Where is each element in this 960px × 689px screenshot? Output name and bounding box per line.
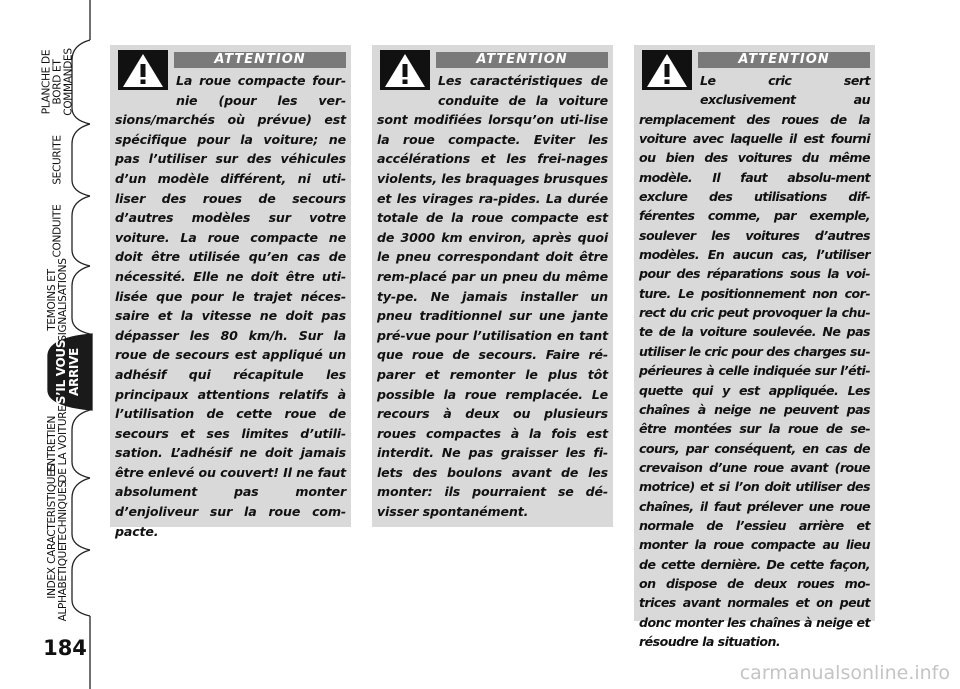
warning-text: La roue compacte four-nie (pour les ver-sions/marchés où prévue) est spécifique pour la voiture; ne pas l’utiliser sur des véhicules d’un modèle différent, ni uti-liser des roues de secours d’autres modèles sur votre voiture. La roue compacte ne doit être utilisée qu’en cas de nécessité. Elle ne doit être uti-lisée que pour le trajet néces-saire et la vitesse ne doit pas dépasser les 80 km/h. Sur la roue de secours est appliqué un adhésif qui récapitule les principaux attentions relatifs à l’utilisation de cette roue de secours et ses limites d’utili-sation. L’adhésif ne doit jamais être enlevé ou couvert! Il ne faut absolument pas monter d’enjoliveur sur la roue com-pacte. <box>115 73 346 539</box>
warning-box-jack <box>634 45 875 649</box>
tab-label-line: ALPHABETIQUE <box>57 544 69 622</box>
tab-shape-entretien <box>72 410 90 478</box>
tab-temoins-et-signalisations[interactable] <box>47 258 69 341</box>
warning-box-spare-wheel <box>110 45 351 539</box>
tab-shape-caracteristiques <box>72 478 90 550</box>
tab-label-line: CARACTERISTIQUES <box>46 464 58 564</box>
tab-shape-conduite <box>72 196 90 266</box>
attention-banner: ATTENTION <box>436 52 608 68</box>
tab-label-line: ENTRETIEN <box>46 415 58 473</box>
tab-securite[interactable] <box>53 135 64 184</box>
tab-conduite[interactable] <box>53 205 64 258</box>
attention-banner: ATTENTION <box>698 52 870 68</box>
tab-label-line: CONDUITE <box>51 204 64 258</box>
chapter-tab-sidebar <box>0 0 104 689</box>
tab-label-line: ARRIVE <box>67 348 81 396</box>
tab-label-line: BORD ET <box>51 59 64 105</box>
tab-shape-planche <box>72 40 90 124</box>
warning-text: Les caractéristiques de conduite de la voiture sont modifiées lorsqu’on uti-lise la roue compacte. Eviter les accélérations et les frei-nages violents, les braquages brusques et les virages ra-pides. La durée totale de la roue compacte est de 3000 km environ, après quoi le pneu correspondant doit être rem-placé par un pneu du même ty-pe. Ne jamais installer un pneu traditionnel sur une jante pré-vue pour l’utilisation en tant que roue de secours. Faire ré-parer et remonter le plus tôt possible la roue remplacée. Le recours à deux ou plusieurs roues compactes à la fois est interdit. Ne pas graisser les fi-lets des boulons avant de les monter: ils pourraient se dé-visser spontanément. <box>377 73 608 520</box>
tab-label-line: PLANCHE DE <box>40 49 53 115</box>
tab-index-alphabetique[interactable] <box>47 545 69 622</box>
warning-text: Le cric sert exclusivement au remplacement des roues de la voiture avec laquelle il est fourni ou bien des voitures du même modèle. Il faut absolu-ment exclure des utilisations dif-férentes comme, par exemple, soulever les voitures d’autres modèles. En aucun cas, l’utiliser pour des réparations sous la voi-ture. Le positionnement non cor-rect du cric peut provoquer la chu-te de la voiture soulevée. Ne pas utiliser le cric pour des charges su-périeures à celle indiquée sur l’éti-quette qui y est appliquée. Les chaînes à neige ne peuvent pas être montées sur la roue de se-cours, par conséquent, en cas de crevaison d’une roue avant (roue motrice) et si l’on doit utiliser des chaînes, il faut prélever une roue normale de l’essieu arrière et monter la roue compacte au lieu de cette dernière. De cette façon, on dispose de deux roues mo-trices avant normales et on peut donc monter les chaînes à neige et résoudre la situation. <box>639 73 870 649</box>
tab-shape-index <box>72 550 90 616</box>
watermark: carmanualsonline.info <box>739 662 950 684</box>
tab-label-line: INDEX <box>46 567 58 599</box>
tab-shape-securite <box>72 124 90 196</box>
tab-label-line: DE LA VOITURE <box>57 405 69 483</box>
tab-sil-vous-arrive[interactable] <box>55 340 81 404</box>
tab-label-line: TECHNIQUES <box>57 481 69 547</box>
tab-label-line: S’IL VOUS <box>54 339 68 405</box>
attention-banner: ATTENTION <box>174 52 346 68</box>
tab-label-line: SIGNALISATIONS <box>57 258 69 342</box>
tab-label-line: TEMOINS ET <box>46 269 58 331</box>
tab-shape-temoins <box>72 266 90 334</box>
tab-planche-de-bord[interactable] <box>42 48 75 115</box>
tab-label-line: SECURITE <box>51 135 64 185</box>
warning-box-driving <box>372 45 613 527</box>
page-number: 184 <box>43 636 87 660</box>
tab-label-line: COMMANDES <box>62 48 75 116</box>
